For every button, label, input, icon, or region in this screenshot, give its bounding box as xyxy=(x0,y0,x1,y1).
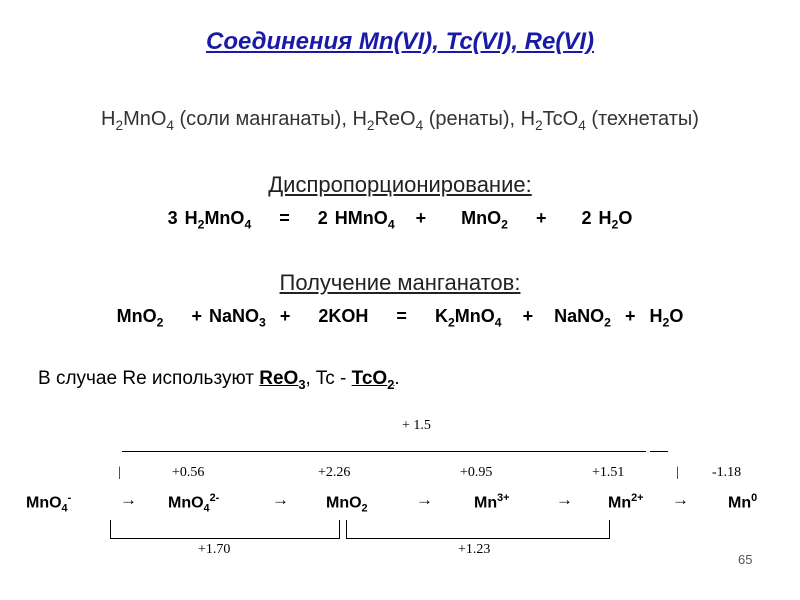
bottom-bracket-right xyxy=(346,520,610,539)
h2mno4-desc: (соли манганаты), xyxy=(173,108,353,130)
arrow-4: → xyxy=(556,490,573,509)
manganate-equation: MnO$_2$ + NaNO$_3$ + 2KOH = $K_2MnO_4$ + NaNO$_2$ + $H_2O$ xyxy=(116,306,684,330)
potential-5: -1.18 xyxy=(712,465,742,480)
bar-left: | xyxy=(118,465,121,480)
species-mn0: Mn$^0$ xyxy=(728,492,758,512)
page-title: Соединения Mn(VI), Tc(VI), Re(VI) xyxy=(205,28,595,55)
page-number: 65 xyxy=(738,552,753,567)
h2tco4-formula: $H_2TcO_4$ xyxy=(520,108,586,133)
h2mno4-formula: $H_2MnO_4$ xyxy=(101,108,174,133)
potential-top: + 1.5 xyxy=(402,418,431,433)
potential-2: +2.26 xyxy=(318,465,351,480)
bar-right: | xyxy=(676,465,679,480)
top-bracket-tail xyxy=(650,451,668,452)
species-mn3plus: $Mn^{3+}$ xyxy=(474,492,510,512)
arrow-1: → xyxy=(120,490,137,509)
h2reo4-formula: $H_2ReO_4$ xyxy=(352,108,424,133)
species-mno4-minus: MnO$_4$- xyxy=(26,492,72,515)
potential-4: +1.51 xyxy=(592,465,625,480)
disproportionation-heading: Диспропорционирование: xyxy=(268,172,532,197)
arrow-5: → xyxy=(672,490,689,509)
potential-bottom-2: +1.23 xyxy=(458,542,491,557)
species-mn2plus: $Mn^{2+}$ xyxy=(608,492,644,512)
bottom-bracket-left xyxy=(110,520,340,539)
manganate-heading: Получение манганатов: xyxy=(279,270,521,295)
h2tco4-desc: (технетаты) xyxy=(585,108,699,130)
h2reo4-desc: (ренаты), xyxy=(423,108,521,130)
arrow-2: → xyxy=(272,490,289,509)
disproportionation-equation: 3 $H_2MnO_4$ = 2 HMnO$_4$ + MnO$_2$ + 2 $H_2O$ xyxy=(167,208,633,232)
re-tc-note: В случае Re используют ReO$_3$, Tc - TcO$_2$. xyxy=(38,368,400,392)
species-mno4-2minus: MnO$_4^{2-}$ xyxy=(168,492,220,515)
species-mno2: MnO$_2$ xyxy=(326,494,368,515)
arrow-3: → xyxy=(416,490,433,509)
acids-line xyxy=(0,108,800,133)
top-bracket-line xyxy=(122,451,646,452)
potential-3: +0.95 xyxy=(460,465,493,480)
potential-bottom-1: +1.70 xyxy=(198,542,231,557)
potential-1: +0.56 xyxy=(172,465,205,480)
